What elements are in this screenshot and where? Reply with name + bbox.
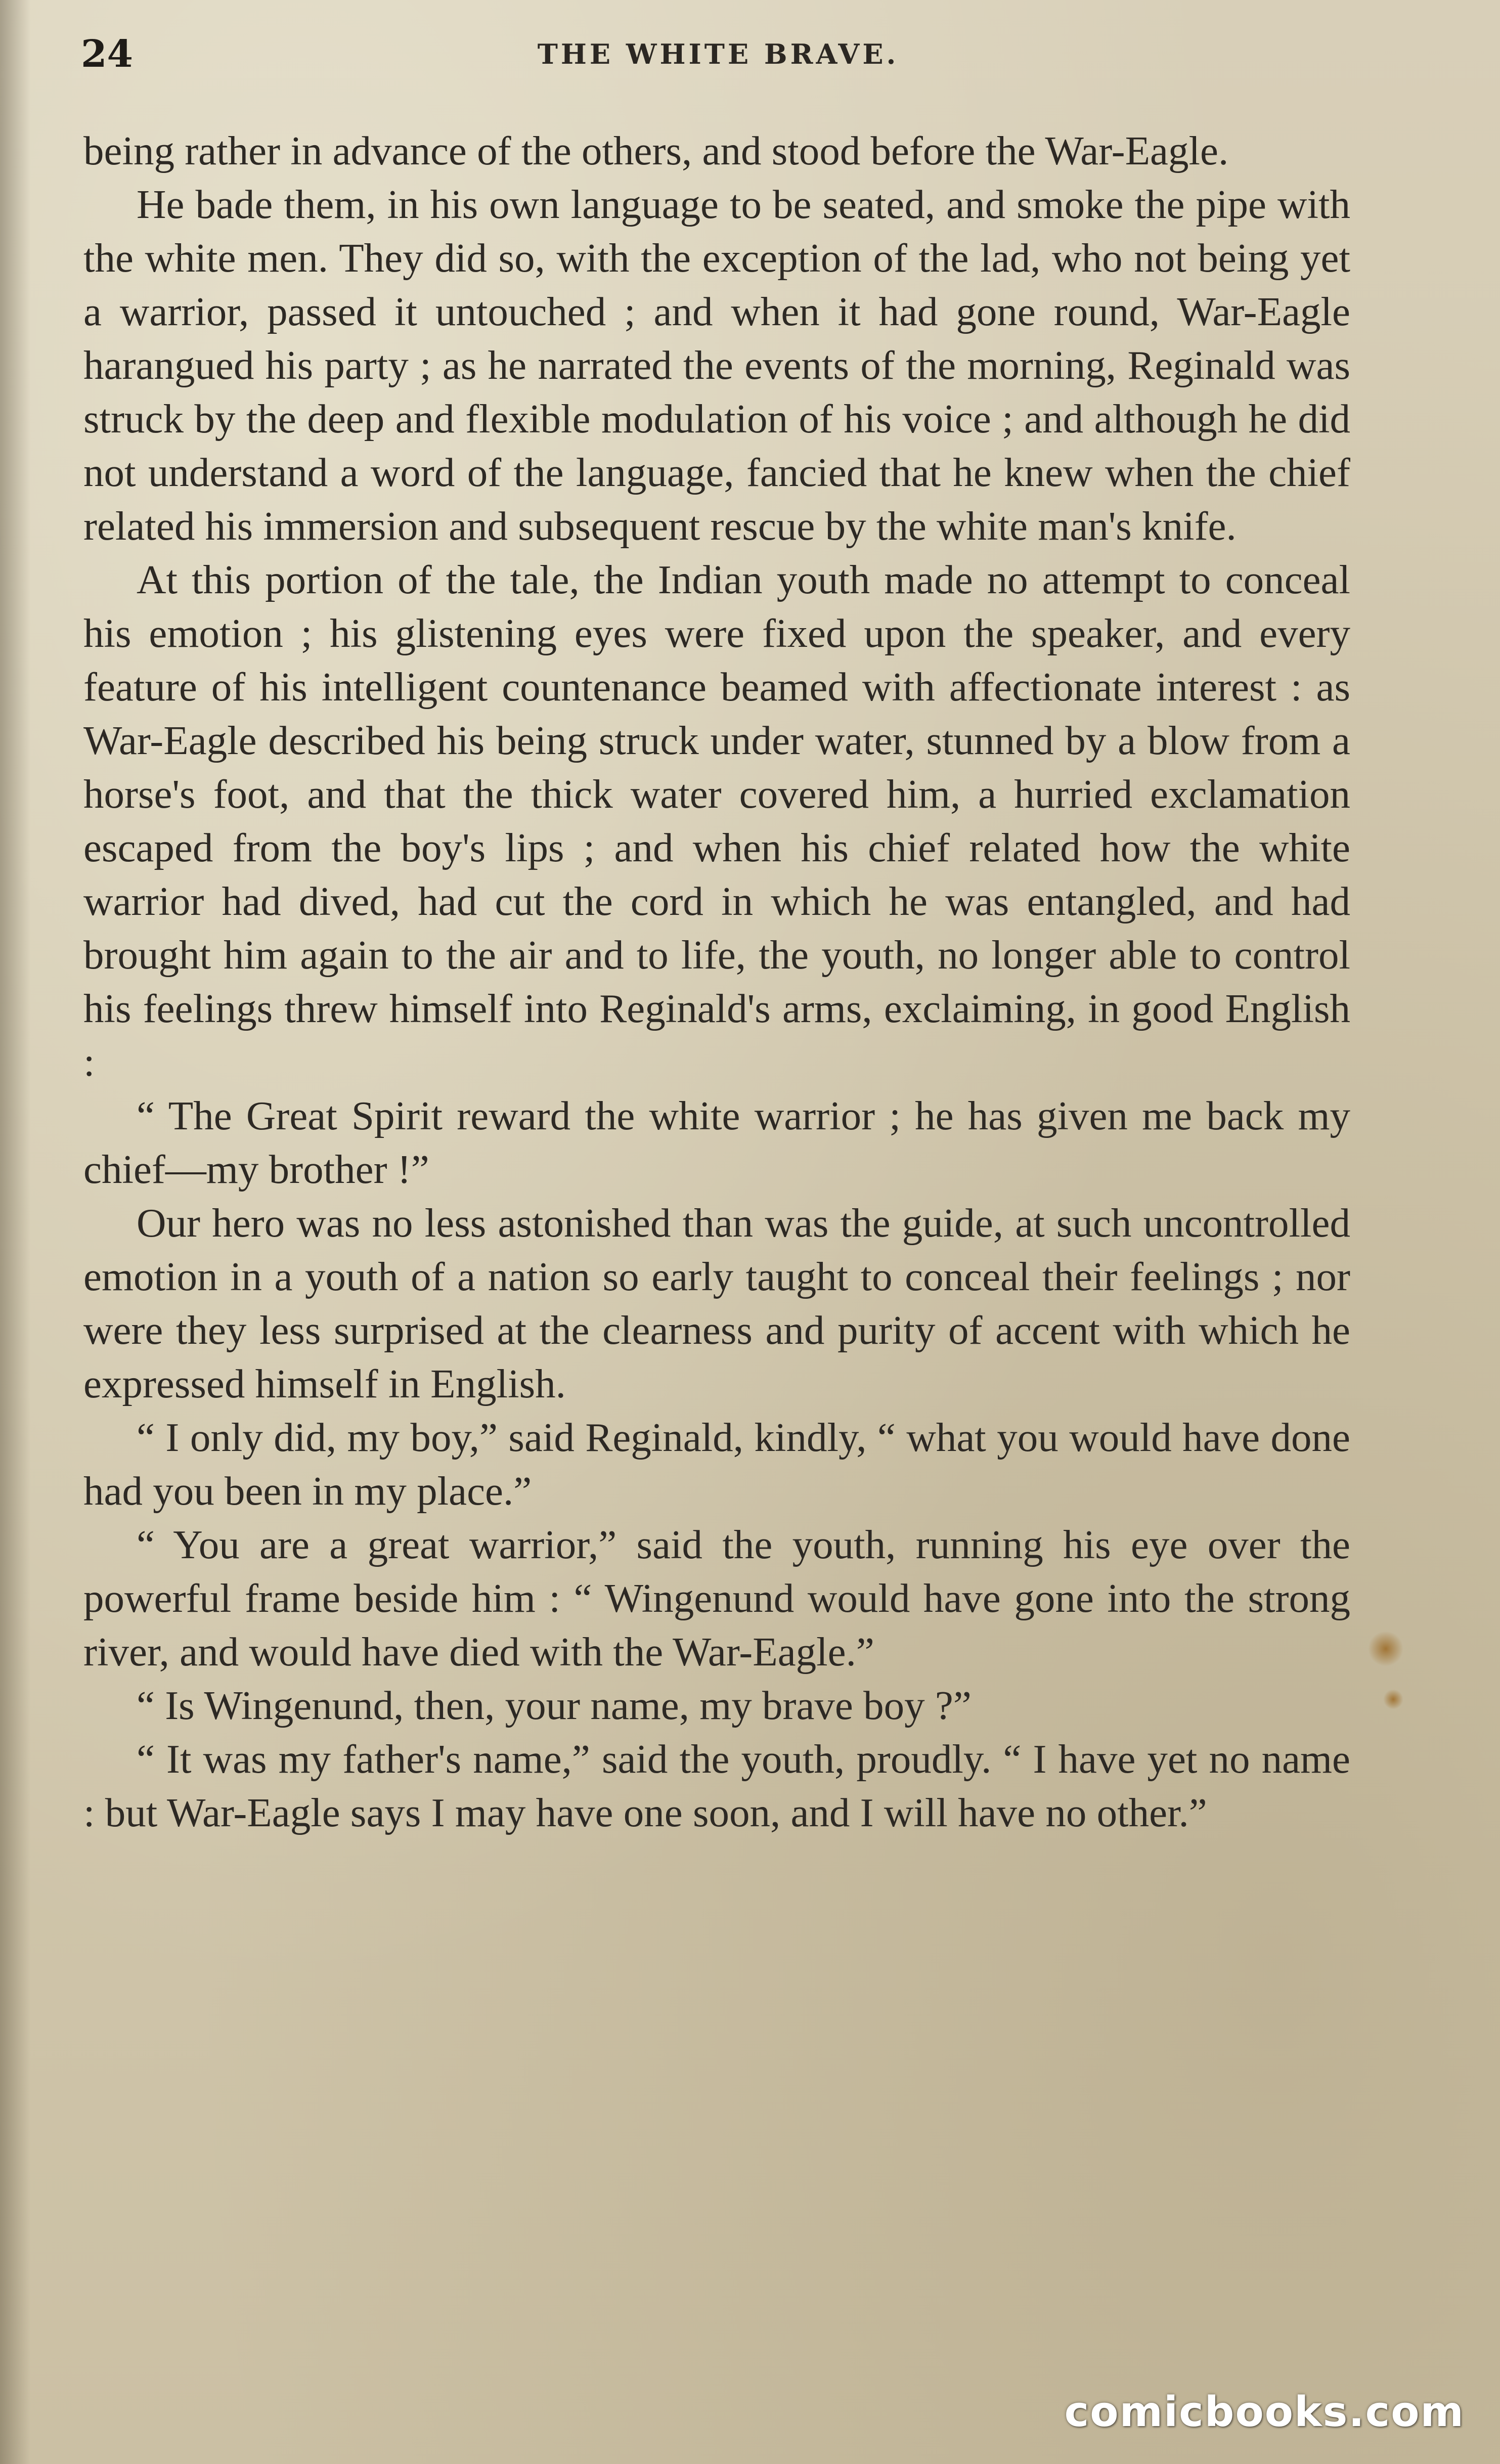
running-head: [81, 31, 1355, 77]
running-title: THE WHITE BRAVE.: [537, 38, 899, 70]
paragraph: Our hero was no less astonished than was the guide, at such uncontrolled emotion in a youth of a nation so early taught to conceal their feelings ; nor were they less surprised at the clearness and purity of accent with which he expressed himself in English.: [83, 1200, 1350, 1406]
page-stain: [1383, 1689, 1403, 1709]
body-text: [83, 124, 1350, 1839]
page-edge-shadow: [0, 0, 30, 2464]
paragraph: “ You are a great warrior,” said the youth, running his eye over the powerful frame beside him : “ Wingenund would have gone into the strong river, and would have died with the War-Eagle.”: [83, 1522, 1350, 1675]
page-number: 24: [81, 32, 133, 76]
paragraph: “ I only did, my boy,” said Reginald, kindly, “ what you would have done had you been in my place.”: [83, 1415, 1350, 1514]
paragraph: “ The Great Spirit reward the white warrior ; he has given me back my chief—my brother !”: [83, 1093, 1350, 1192]
paragraph: being rather in advance of the others, and stood before the War-Eagle.: [83, 128, 1229, 173]
paragraph: He bade them, in his own language to be seated, and smoke the pipe with the white men. They did so, with the exception of the lad, who not being yet a warrior, passed it untouched ; and when it had gone round, War-Eagle harangued his party ; as he narrated the events of the morning, Reginald was struck by the deep and flexible modulation of his voice ; and although he did not understand a word of the language, fancied that he knew when the chief related his immersion and subsequent rescue by the white man's knife.: [83, 182, 1350, 549]
watermark: comicbooks.com: [1064, 2388, 1465, 2436]
paragraph: At this portion of the tale, the Indian youth made no attempt to conceal his emotion ; his glistening eyes were fixed upon the speaker, and every feature of his intelligent countenance beamed with affectionate interest : as War-Eagle described his being struck under water, stunned by a blow from a horse's foot, and that the thick water covered him, a hurried exclamation escaped from the boy's lips ; and when his chief related how the white warrior had dived, had cut the cord in which he was entangled, and had brought him again to the air and to life, the youth, no longer able to control his feelings threw himself into Reginald's arms, exclaiming, in good English :: [83, 557, 1350, 1085]
paragraph: “ It was my father's name,” said the youth, proudly. “ I have yet no name : but War-Eagle says I may have one soon, and I will have no other.”: [83, 1736, 1350, 1835]
paragraph: “ Is Wingenund, then, your name, my brave boy ?”: [137, 1683, 972, 1728]
page-stain: [1368, 1631, 1403, 1666]
